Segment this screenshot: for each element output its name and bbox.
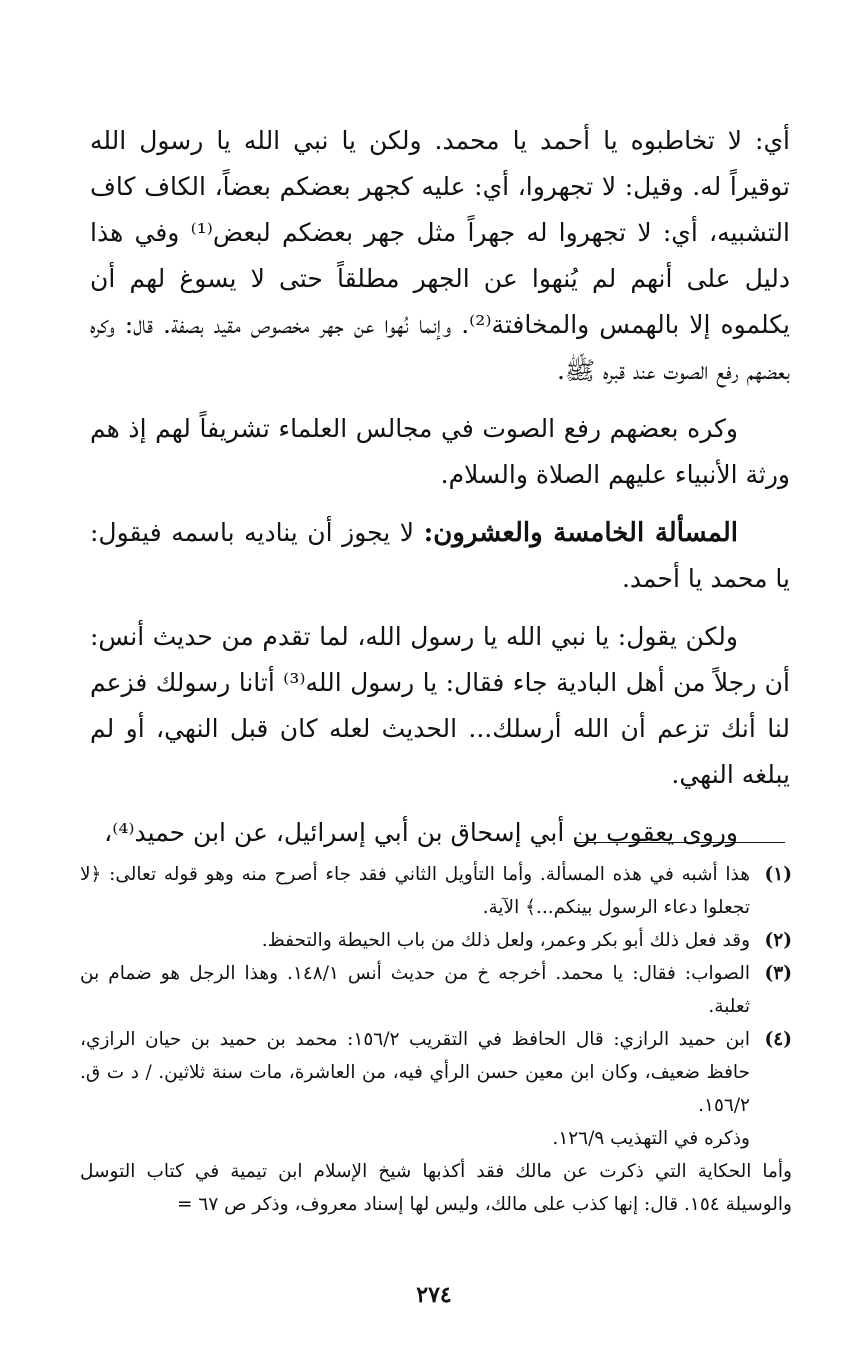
footnote-4 bbox=[80, 1023, 792, 1122]
footnote-number: (١) bbox=[764, 864, 792, 885]
main-text bbox=[90, 118, 790, 856]
footnote-text: ابن حميد الرازي: قال الحافظ في التقريب ١٥٦/٢: محمد بن حميد بن حيان الرازي، حافظ ضعيف، وكان ابن معين حسن الرأي فيه، من العاشرة، مات سنة ثلاثين. / د ت ق. ١٥٦/٢. bbox=[80, 1029, 750, 1116]
footnote-text: الصواب: فقال: يا محمد. أخرجه خ من حديث أنس ١٤٨/١. وهذا الرجل هو ضمام بن ثعلبة. bbox=[80, 963, 751, 1017]
footnote-number: (٢) bbox=[764, 930, 792, 951]
paragraph-3-text: لا يجوز أن يناديه باسمه فيقول: يا محمد يا أحمد. bbox=[90, 518, 790, 593]
footnote-4-continued: وذكره في التهذيب ١٢٦/٩. bbox=[552, 1128, 750, 1149]
footnote-closing: وأما الحكاية التي ذكرت عن مالك فقد أكذبها شيخ الإسلام ابن تيمية في كتاب التوسل والوسيلة ١٥٤. قال: إنها كذب على مالك، وليس لها إسناد معروف، وذكر ص ٦٧ = bbox=[80, 1161, 792, 1215]
footnote-text: وقد فعل ذلك أبو بكر وعمر، ولعل ذلك من باب الحيطة والتحفظ. bbox=[261, 930, 750, 951]
footnote-number: (٣) bbox=[764, 963, 792, 984]
page-number: ٢٧٤ bbox=[416, 1282, 452, 1308]
paragraph-5: وروى يعقوب بن أبي إسحاق بن أبي إسرائيل، عن ابن حميد⁽⁴⁾، bbox=[104, 818, 738, 847]
footnote-number: (٤) bbox=[764, 1029, 792, 1050]
issue-heading: المسألة الخامسة والعشرون: bbox=[423, 518, 739, 548]
paragraph-3 bbox=[90, 510, 790, 602]
paragraph-4: ولكن يقول: يا نبي الله يا رسول الله، لما تقدم من حديث أنس: أن رجلاً من أهل البادية جاء فقال: يا رسول الله⁽³⁾ أتانا رسولك فزعم لنا أنك تزعم أن الله أرسلك... الحديث لعله كان قبل النهي، أو لم يبلغه النهي. bbox=[90, 622, 790, 789]
footnote-1 bbox=[80, 858, 792, 924]
footnote-3 bbox=[80, 957, 792, 1023]
paragraph-1: أي: لا تخاطبوه يا أحمد يا محمد. ولكن يا نبي الله يا رسول الله توقيراً له. وقيل: لا تجهروا، أي: عليه كجهر بعضكم بعضاً، الكاف كاف التشبيه، أي: لا تجهروا له جهراً مثل جهر بعضكم لبعض⁽¹⁾ وفي هذا دليل على أنهم لم يُنهوا عن الجهر مطلقاً حتى لا يسوغ لهم أن يكلموه إلا بالهمس والمخافتة⁽²⁾. وإنما نُهوا عن جهر مخصوص مقيد بصفة. قال: وكره بعضهم رفع الصوت عند قبره ﷺ. bbox=[90, 126, 790, 385]
footnote-text: هذا أشبه في هذه المسألة. وأما التأويل الثاني فقد جاء أصرح منه وهو قوله تعالى: ﴿لا تجعلوا دعاء الرسول بينكم...﴾ الآية. bbox=[80, 864, 750, 918]
footnote-separator bbox=[575, 842, 785, 843]
footnotes bbox=[80, 858, 792, 1221]
paragraph-2: وكره بعضهم رفع الصوت في مجالس العلماء تشريفاً لهم إذ هم ورثة الأنبياء عليهم الصلاة والسلام. bbox=[90, 414, 790, 489]
footnote-2 bbox=[80, 924, 792, 957]
